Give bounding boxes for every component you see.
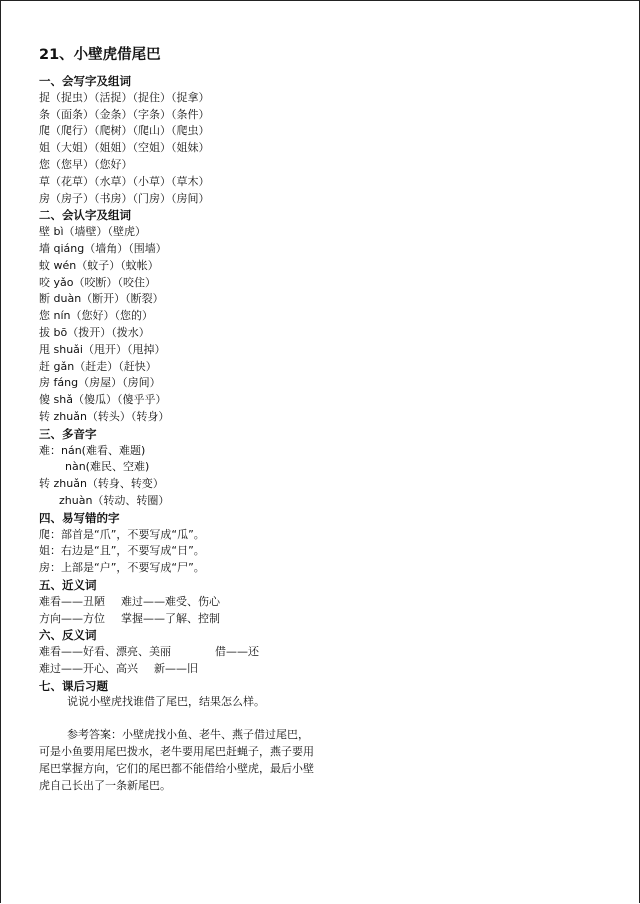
exercise-answer: 参考答案：小壁虎找小鱼、老牛、燕子借过尾巴，可是小鱼要用尾巴拨水，老牛要用尾巴赶蝇子，燕子要用尾巴掌握方向，它们的尾巴都不能借给小壁虎，最后小壁虎自己长出了一条新尾巴。	[39, 728, 314, 792]
synonym-pair: 难过——难受、伤心	[121, 594, 220, 608]
section-heading: 六、反义词	[39, 628, 97, 643]
word-line: 转 zhuǎn（转头）（转身）	[39, 409, 170, 423]
section-heading: 二、会认字及组词	[39, 208, 131, 223]
antonym-pair: 难看——好看、漂亮、美丽	[39, 645, 171, 659]
synonym-pair: 方向——方位	[39, 611, 105, 625]
word-line: 赶 gǎn（赶走）（赶快）	[39, 359, 157, 373]
synonym-pair: 掌握——了解、控制	[121, 611, 220, 625]
word-line: 傻 shǎ（傻瓜）（傻乎乎）	[39, 393, 167, 407]
mistake-line: 姐：右边是“且”，不要写成“日”。	[39, 544, 205, 558]
word-line: 墙 qiáng（墙角）（围墙）	[39, 241, 167, 255]
mistake-line: 房：上部是“户”，不要写成“尸”。	[39, 561, 205, 575]
synonym-pair: 难看——丑陋	[39, 594, 105, 608]
antonym-pair: 借——还	[215, 645, 259, 659]
word-line: 捉（捉虫）（活捉）（捉住）（捉拿）	[39, 90, 210, 104]
section-heading: 三、多音字	[39, 426, 97, 441]
spacer	[39, 711, 329, 727]
antonym-pair: 难过——开心、高兴	[39, 661, 138, 675]
word-line: 壁 bì（墙壁）（壁虎）	[39, 225, 147, 239]
section-heading: 七、课后习题	[39, 678, 108, 693]
section-heading: 四、易写错的字	[39, 510, 120, 525]
document-content	[39, 45, 329, 794]
word-line: 房（房子）（书房）（门房）（房间）	[39, 191, 210, 205]
polyphone-line: 转 zhuǎn（转身、转变）	[39, 477, 164, 491]
word-line: 条（面条）（金条）（字条）（条件）	[39, 107, 210, 121]
section-heading: 五、近义词	[39, 577, 97, 592]
word-line: 咬 yǎo（咬断）（咬住）	[39, 275, 156, 289]
mistake-line: 爬：部首是“爪”，不要写成“瓜”。	[39, 527, 205, 541]
synonym-row	[39, 594, 329, 611]
word-line: 您 nín（您好）（您的）	[39, 309, 153, 323]
word-line: 拔 bō（拨开）（拨水）	[39, 325, 150, 339]
word-line: 草（花草）（水草）（小草）（草木）	[39, 174, 210, 188]
lesson-title: 21、小壁虎借尾巴	[39, 47, 161, 63]
antonym-row	[39, 644, 329, 661]
polyphone-line: 难：nán(难看、难题)	[39, 443, 146, 457]
antonym-pair: 新——旧	[154, 661, 198, 675]
synonym-row	[39, 611, 329, 628]
word-line: 爬（爬行）（爬树）（爬山）（爬虫）	[39, 124, 210, 138]
antonym-row	[39, 661, 329, 678]
word-line: 甩 shuǎi（甩开）（甩掉）	[39, 342, 166, 356]
polyphone-line: nàn(难民、空难)	[65, 460, 150, 474]
word-line: 房 fáng（房屋）（房间）	[39, 376, 161, 390]
exercise-question: 说说小壁虎找谁借了尾巴，结果怎么样。	[67, 695, 265, 709]
word-line: 姐（大姐）（姐姐）（空姐）（姐妹）	[39, 141, 210, 155]
section-heading: 一、会写字及组词	[39, 74, 131, 88]
word-line: 断 duàn（断开）（断裂）	[39, 292, 164, 306]
word-line: 蚊 wén（蚊子）（蚊帐）	[39, 258, 159, 272]
word-line: 您（您早）（您好）	[39, 157, 133, 171]
polyphone-line: zhuàn（转动、转圈）	[59, 493, 170, 507]
